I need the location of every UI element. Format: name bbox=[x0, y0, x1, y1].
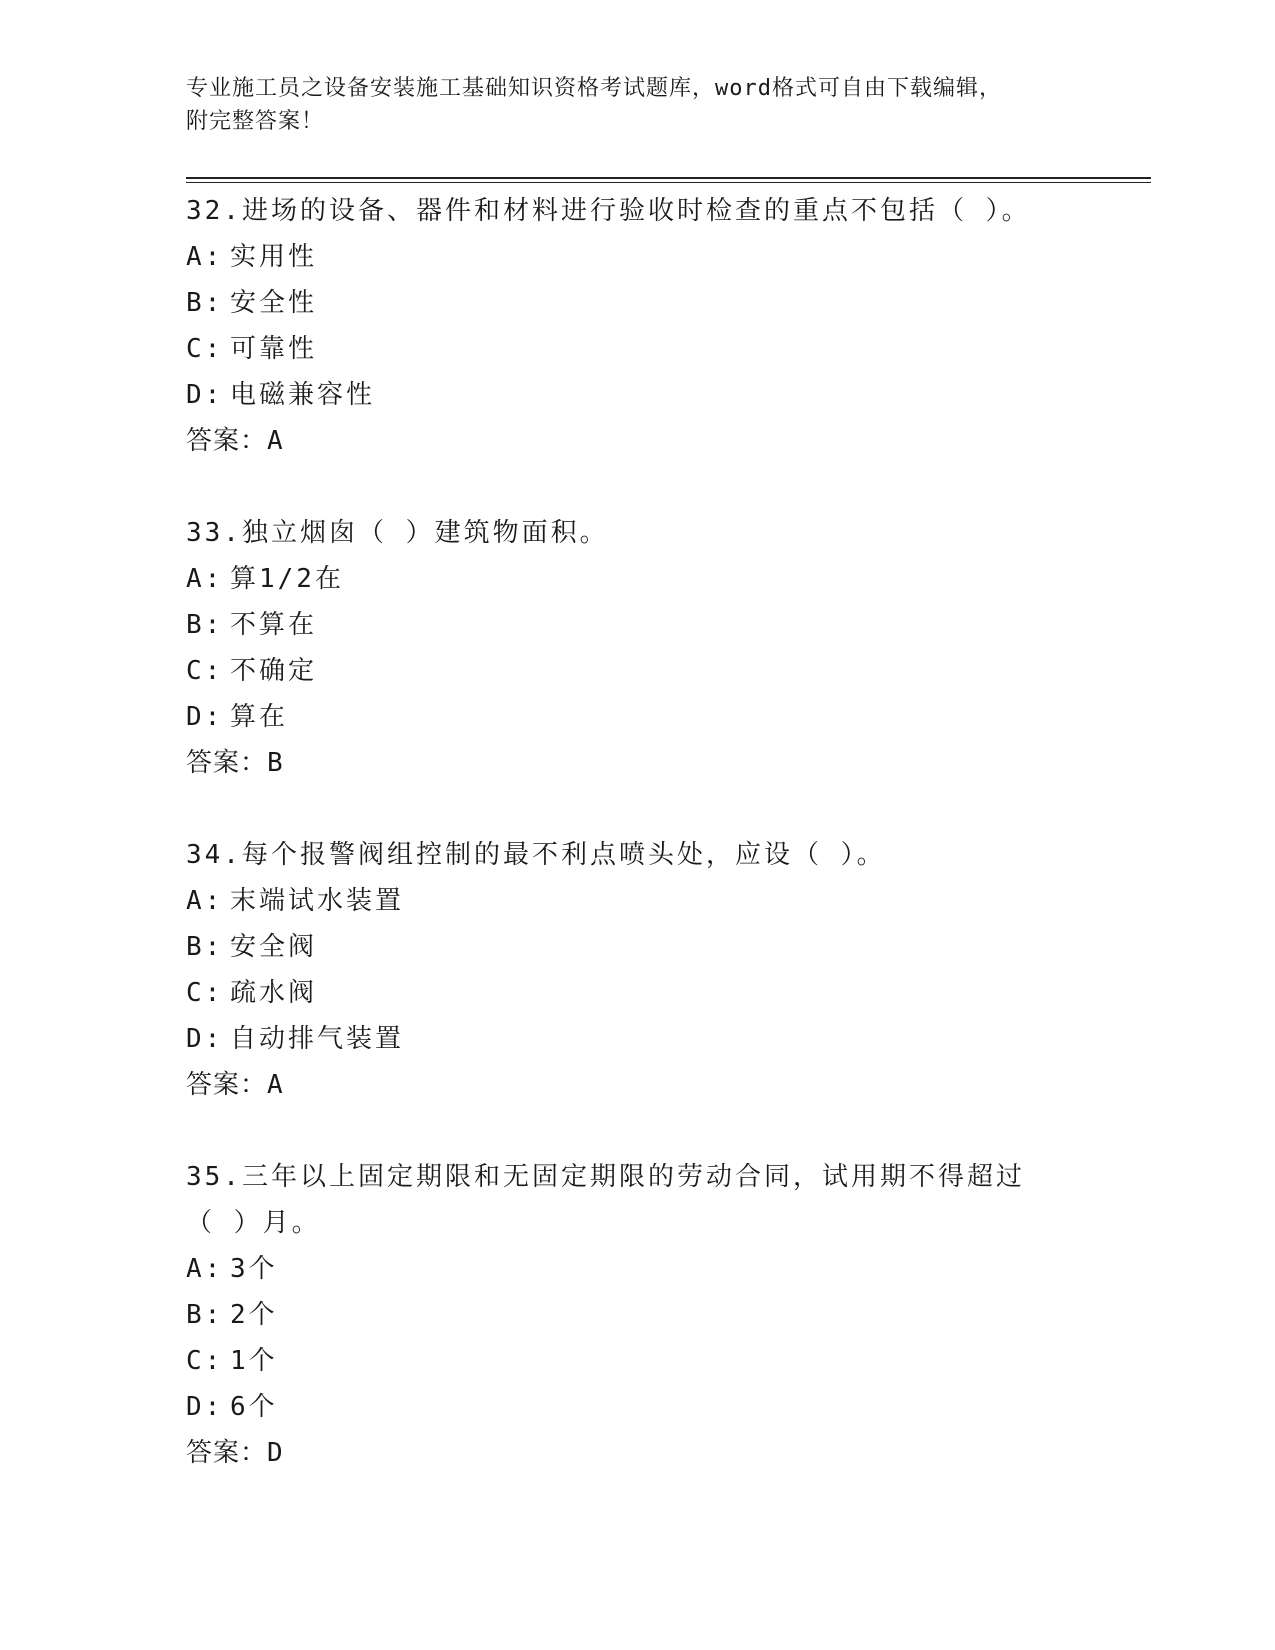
option-letter: D: bbox=[186, 380, 224, 410]
answer-label: 答案： bbox=[186, 426, 268, 456]
option-letter: D: bbox=[186, 702, 224, 732]
answer-value: A bbox=[267, 426, 285, 456]
question-stem: 34.每个报警阀组控制的最不利点喷头处，应设（ ）。 bbox=[186, 840, 886, 870]
option-text: 自动排气装置 bbox=[230, 1024, 405, 1054]
header-divider-thick bbox=[186, 177, 1151, 179]
option-c bbox=[186, 648, 1086, 694]
header-divider-thin bbox=[186, 182, 1151, 183]
option-letter: D: bbox=[186, 1024, 224, 1054]
option-text: 疏水阀 bbox=[230, 978, 318, 1008]
option-text: 安全性 bbox=[230, 288, 318, 318]
answer-line bbox=[186, 740, 1086, 786]
option-letter: B: bbox=[186, 1300, 224, 1330]
option-text: 电磁兼容性 bbox=[230, 380, 376, 410]
option-text: 算1/2在 bbox=[230, 564, 344, 594]
option-letter: A: bbox=[186, 242, 224, 272]
question-list bbox=[186, 188, 1086, 1522]
question-item bbox=[186, 510, 1086, 786]
option-letter: B: bbox=[186, 610, 224, 640]
option-a bbox=[186, 878, 1086, 924]
question-item bbox=[186, 832, 1086, 1108]
option-d bbox=[186, 1384, 1086, 1430]
answer-line bbox=[186, 418, 1086, 464]
answer-value: D bbox=[267, 1438, 285, 1468]
answer-value: B bbox=[267, 748, 285, 778]
answer-label: 答案： bbox=[186, 748, 268, 778]
option-b bbox=[186, 1292, 1086, 1338]
option-d bbox=[186, 694, 1086, 740]
option-text: 安全阀 bbox=[230, 932, 318, 962]
question-stem: 35.三年以上固定期限和无固定期限的劳动合同，试用期不得超过（ ）月。 bbox=[186, 1162, 1025, 1238]
question-item bbox=[186, 188, 1086, 464]
header-title-line-1: 专业施工员之设备安装施工基础知识资格考试题库，word格式可自由下载编辑， bbox=[186, 76, 1002, 101]
option-letter: C: bbox=[186, 1346, 224, 1376]
option-b bbox=[186, 602, 1086, 648]
option-text: 不确定 bbox=[230, 656, 318, 686]
option-text: 算在 bbox=[230, 702, 289, 732]
header-title-line-2: 附完整答案！ bbox=[186, 109, 325, 134]
option-c bbox=[186, 970, 1086, 1016]
option-letter: B: bbox=[186, 932, 224, 962]
option-letter: C: bbox=[186, 656, 224, 686]
question-stem: 33.独立烟囱（ ）建筑物面积。 bbox=[186, 518, 609, 548]
option-c bbox=[186, 1338, 1086, 1384]
answer-line bbox=[186, 1062, 1086, 1108]
question-stem: 32.进场的设备、器件和材料进行验收时检查的重点不包括（ ）。 bbox=[186, 196, 1031, 226]
option-text: 末端试水装置 bbox=[230, 886, 405, 916]
option-c bbox=[186, 326, 1086, 372]
option-a bbox=[186, 1246, 1086, 1292]
option-text: 实用性 bbox=[230, 242, 318, 272]
answer-label: 答案： bbox=[186, 1070, 268, 1100]
option-a bbox=[186, 234, 1086, 280]
option-text: 可靠性 bbox=[230, 334, 318, 364]
option-letter: A: bbox=[186, 1254, 224, 1284]
answer-label: 答案： bbox=[186, 1438, 268, 1468]
option-text: 2个 bbox=[230, 1300, 278, 1330]
option-d bbox=[186, 1016, 1086, 1062]
option-letter: A: bbox=[186, 564, 224, 594]
option-letter: A: bbox=[186, 886, 224, 916]
option-d bbox=[186, 372, 1086, 418]
option-letter: D: bbox=[186, 1392, 224, 1422]
option-letter: C: bbox=[186, 334, 224, 364]
option-b bbox=[186, 924, 1086, 970]
option-text: 不算在 bbox=[230, 610, 318, 640]
option-text: 6个 bbox=[230, 1392, 278, 1422]
answer-value: A bbox=[267, 1070, 285, 1100]
answer-line bbox=[186, 1430, 1086, 1476]
option-b bbox=[186, 280, 1086, 326]
option-letter: C: bbox=[186, 978, 224, 1008]
option-text: 1个 bbox=[230, 1346, 278, 1376]
document-header bbox=[186, 72, 1066, 138]
option-a bbox=[186, 556, 1086, 602]
option-letter: B: bbox=[186, 288, 224, 318]
option-text: 3个 bbox=[230, 1254, 278, 1284]
question-item bbox=[186, 1154, 1086, 1476]
